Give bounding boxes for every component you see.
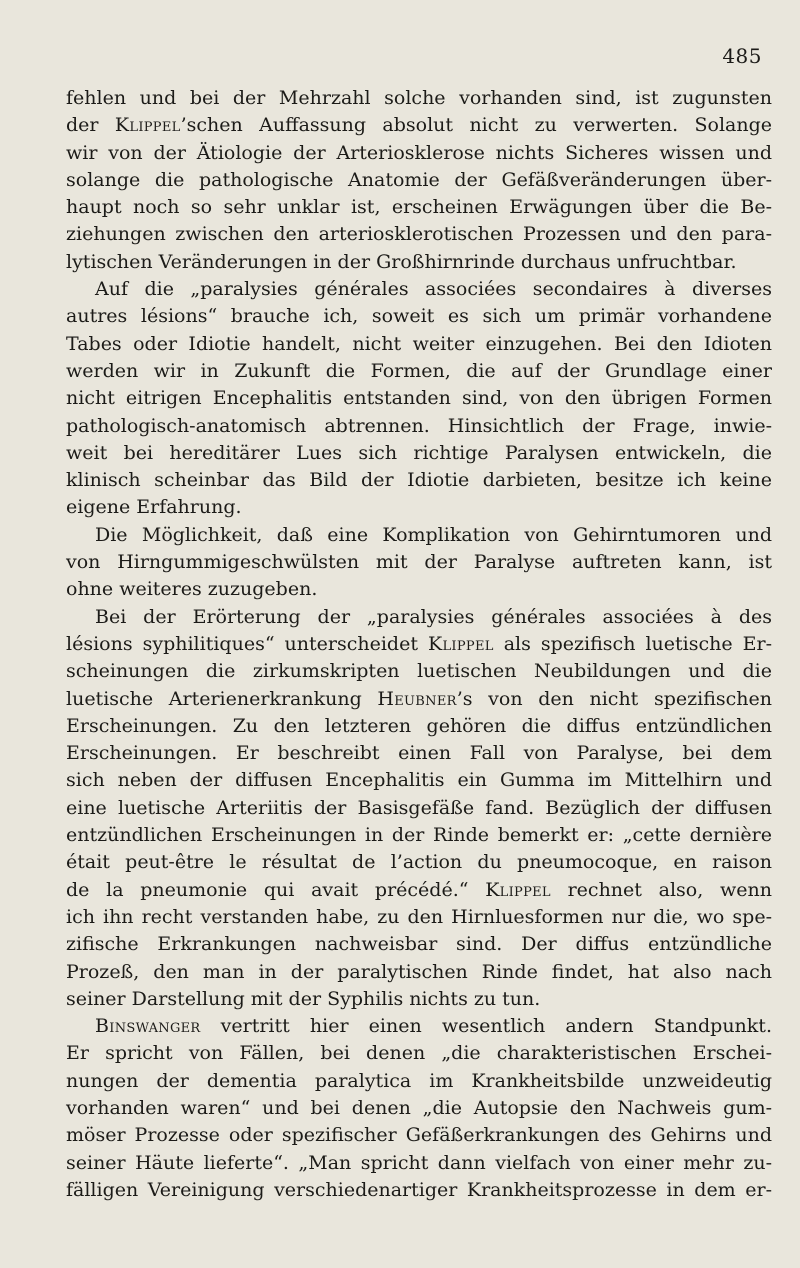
text-line: sich neben der diffusen Encephalitis ein Gumma im Mittelhirn und	[66, 769, 772, 792]
text-line: vorhanden waren“ und bei denen „die Autopsie den Nachweis gum-	[66, 1096, 772, 1119]
text-line: était peut-être le résultat de l’action du pneumocoque, en raison	[66, 851, 772, 874]
text-line	[66, 112, 772, 139]
text-line: fälligen Vereinigung verschiedenartiger Krankheitsprozesse in dem er-	[66, 1178, 772, 1201]
text-line: Auf die „paralysies générales associées secondaires à diverses	[95, 278, 772, 301]
text-line: autres lésions“ brauche ich, soweit es sich um primär vorhandene	[66, 305, 772, 328]
text-line: Die Möglichkeit, daß eine Komplikation von Gehirntumoren und	[95, 523, 772, 546]
text-line	[66, 631, 772, 658]
text-line: seiner Häute lieferte“. „Man spricht dann vielfach von einer mehr zu-	[66, 1151, 772, 1174]
text-line: scheinungen die zirkumskripten luetischen Neubildungen und die	[66, 660, 772, 683]
author-name: Binswanger	[95, 1015, 201, 1038]
author-name: Klippel	[114, 114, 181, 137]
text-segment: ’s von den nicht spezifischen	[456, 687, 772, 710]
text-line: möser Prozesse oder spezifischer Gefäßerkrankungen des Gehirns und	[66, 1124, 772, 1147]
text-line	[66, 877, 772, 904]
text-line: fehlen und bei der Mehrzahl solche vorhanden sind, ist zugunsten	[66, 87, 772, 109]
text-line: solange die pathologische Anatomie der Gefäßveränderungen über-	[66, 168, 772, 191]
text-line	[66, 1013, 772, 1040]
text-line: Erscheinungen. Er beschreibt einen Fall von Paralyse, bei dem	[66, 742, 772, 765]
text-segment: rechnet also, wenn	[550, 878, 772, 901]
text-line: wir von der Ätiologie der Arteriosklerose nichts Sicheres wissen und	[66, 141, 772, 164]
body-text	[66, 85, 772, 1204]
author-name: Klippel	[428, 632, 494, 655]
text-line: Tabes oder Idiotie handelt, nicht weiter einzugehen. Bei den Idioten	[66, 332, 772, 355]
text-segment: der	[66, 114, 115, 137]
text-line: nicht eitrigen Encephalitis entstanden sind, von den übrigen Formen	[66, 387, 772, 410]
author-name: Klippel	[485, 878, 551, 901]
text-line: Prozeß, den man in der paralytischen Rinde findet, hat also nach	[66, 960, 772, 983]
text-line: pathologisch-anatomisch abtrennen. Hinsichtlich der Frage, inwie-	[66, 414, 772, 437]
author-name: Heubner	[377, 687, 457, 710]
text-line: haupt noch so sehr unklar ist, erscheinen Erwägungen über die Be-	[66, 196, 772, 219]
text-line: Erscheinungen. Zu den letzteren gehören die diffus entzündlichen	[66, 714, 772, 737]
text-line	[66, 686, 772, 713]
text-segment: luetische Arterienerkrankung	[66, 687, 378, 710]
text-line: nungen der dementia paralytica im Krankheitsbilde unzweideutig	[66, 1069, 772, 1092]
text-line: ziehungen zwischen den arteriosklerotischen Prozessen und den para-	[66, 223, 772, 246]
text-line: werden wir in Zukunft die Formen, die auf der Grundlage einer	[66, 359, 772, 382]
text-line: zifische Erkrankungen nachweisbar sind. Der diffus entzündliche	[66, 933, 772, 956]
text-line: Er spricht von Fällen, bei denen „die charakteristischen Erschei-	[66, 1042, 772, 1065]
text-line: von Hirngummigeschwülsten mit der Paralyse auftreten kann, ist	[66, 551, 772, 574]
text-segment: vertritt hier einen wesentlich andern Standpunkt.	[200, 1015, 772, 1038]
text-segment: als spezifisch luetische Er-	[493, 632, 772, 655]
text-segment: lésions syphilitiques“ unterscheidet	[66, 632, 428, 655]
text-line: ohne weiteres zuzugeben.	[66, 578, 318, 601]
text-line: lytischen Veränderungen in der Großhirnrinde durchaus unfruchtbar.	[66, 250, 737, 273]
page-number: 485	[722, 44, 762, 68]
text-line: Bei der Erörterung der „paralysies générales associées à des	[95, 605, 772, 628]
text-line: eine luetische Arteriitis der Basisgefäße fand. Bezüglich der diffusen	[66, 796, 772, 819]
text-segment: de la pneumonie qui avait précédé.“	[66, 878, 486, 901]
text-line: klinisch scheinbar das Bild der Idiotie darbieten, besitze ich keine	[66, 469, 772, 492]
text-segment: ’schen Auffassung absolut nicht zu verwerten. Solange	[180, 114, 772, 137]
text-line: eigene Erfahrung.	[66, 496, 242, 519]
text-line: weit bei hereditärer Lues sich richtige Paralysen entwickeln, die	[66, 441, 772, 464]
text-line: entzündlichen Erscheinungen in der Rinde bemerkt er: „cette dernière	[66, 824, 772, 847]
text-line: seiner Darstellung mit der Syphilis nichts zu tun.	[66, 987, 541, 1010]
text-line: ich ihn recht verstanden habe, zu den Hirnluesformen nur die, wo spe-	[66, 905, 772, 928]
